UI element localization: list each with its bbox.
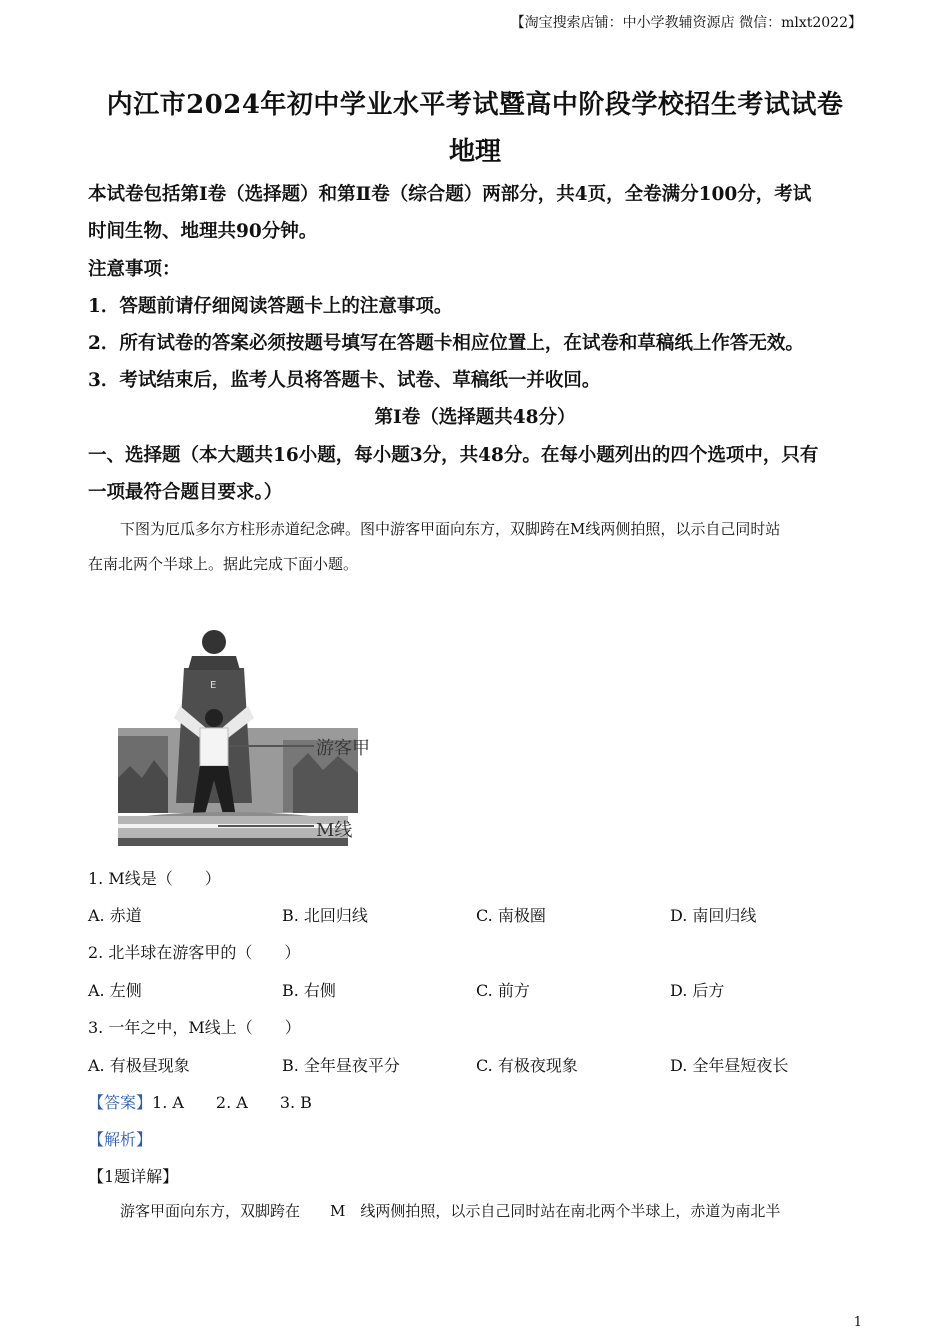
monument-letter: E: [210, 680, 217, 691]
answer-tag: 【答案】: [88, 1093, 153, 1112]
label-tourist: 游客甲: [316, 738, 370, 759]
exam-subject: 地理: [448, 137, 501, 167]
answer-line: [88, 1090, 312, 1113]
question-stem: 2. 北半球在游客甲的（ ）: [88, 943, 301, 962]
exam-title: 内江市2024年初中学业水平考试暨高中阶段学校招生考试试卷: [106, 90, 844, 120]
section-title: 第Ⅰ卷（选择题共48分）: [374, 407, 576, 428]
option: D. 后方: [670, 981, 725, 1000]
monument-figure: [118, 628, 398, 853]
option: A. 有极昼现象: [88, 1056, 190, 1075]
intro-line-2: 时间生物、地理共90分钟。: [88, 221, 318, 242]
analysis-tag: 【解析】: [88, 1130, 153, 1149]
note-item: 2．所有试卷的答案必须按题号填写在答题卡相应位置上，在试卷和草稿纸上作答无效。: [88, 333, 804, 354]
part-heading-line-2: 一项最符合题目要求。）: [88, 482, 283, 503]
part-heading-line-1: 一、选择题（本大题共16小题，每小题3分，共48分。在每小题列出的四个选项中，只有: [88, 445, 819, 466]
page-header: 【淘宝搜索店铺：中小学教辅资源店 微信：mlxt2022】: [510, 15, 862, 31]
passage-line-1: 下图为厄瓜多尔方柱形赤道纪念碑。图中游客甲面向东方，双脚跨在M线两侧拍照，以示自己同时站: [120, 520, 781, 538]
notes-heading: 注意事项：: [88, 259, 181, 280]
option: B. 全年昼夜平分: [282, 1056, 400, 1075]
intro-line-1: 本试卷包括第Ⅰ卷（选择题）和第Ⅱ卷（综合题）两部分，共4页，全卷满分100分，考试: [88, 184, 812, 205]
option: B. 北回归线: [282, 906, 368, 925]
option: C. 南极圈: [476, 906, 546, 925]
option: C. 前方: [476, 981, 530, 1000]
detail-text: 游客甲面向东方，双脚跨在 M 线两侧拍照，以示自己同时站在南北两个半球上，赤道为南北半: [120, 1202, 781, 1220]
page-number: 1: [853, 1315, 862, 1330]
passage-line-2: 在南北两个半球上。据此完成下面小题。: [88, 555, 359, 573]
option: D. 全年昼短夜长: [670, 1056, 789, 1075]
question-stem: 3. 一年之中，M线上（ ）: [88, 1018, 301, 1037]
note-item: 1．答题前请仔细阅读答题卡上的注意事项。: [88, 296, 453, 317]
detail-tag: 【1题详解】: [88, 1167, 179, 1186]
option: A. 左侧: [88, 981, 142, 1000]
option: B. 右侧: [282, 981, 336, 1000]
option: A. 赤道: [88, 906, 142, 925]
note-item: 3．考试结束后，监考人员将答题卡、试卷、草稿纸一并收回。: [88, 370, 601, 391]
option: C. 有极夜现象: [476, 1056, 578, 1075]
label-m-line: M线: [316, 820, 353, 841]
question-stem: 1. M线是（ ）: [88, 869, 221, 888]
option: D. 南回归线: [670, 906, 757, 925]
answer-text: 1. A 2. A 3. B: [152, 1093, 312, 1112]
